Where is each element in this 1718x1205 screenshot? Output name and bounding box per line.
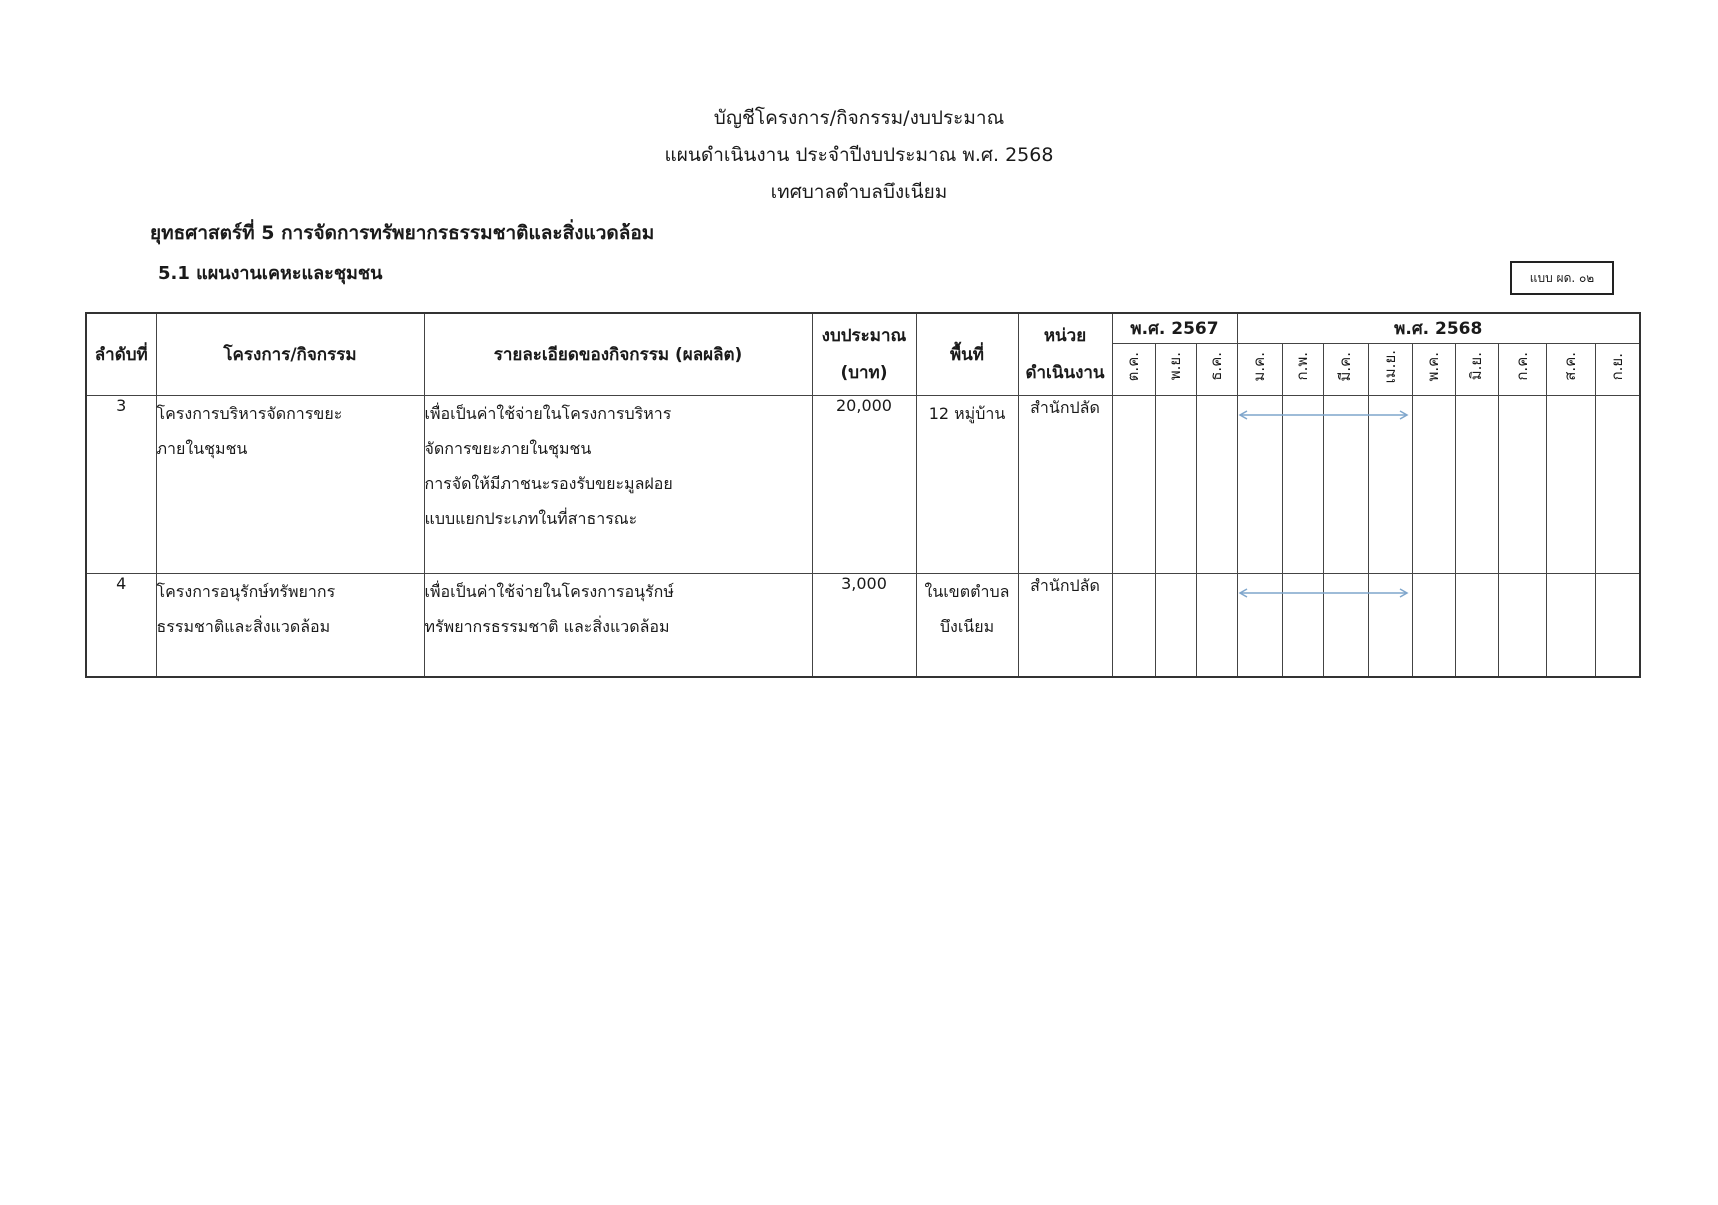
row-unit: สำนักปลัด <box>1018 395 1112 573</box>
month-nov: พ.ย. <box>1155 343 1196 395</box>
table-row <box>86 573 1640 677</box>
header-project: โครงการ/กิจกรรม <box>156 313 424 395</box>
month-may: พ.ค. <box>1412 343 1455 395</box>
strategy-heading: ยุทธศาสตร์ที่ 5 การจัดการทรัพยากรธรรมชาติและสิ่งแวดล้อม <box>150 222 655 244</box>
document-subtitle: แผนดำเนินงาน ประจำปีงบประมาณ พ.ศ. 2568 <box>664 144 1054 166</box>
month-jun: มิ.ย. <box>1455 343 1498 395</box>
organization-name: เทศบาลตำบลบึงเนียม <box>770 181 948 203</box>
row-area-line: 12 หมู่บ้าน <box>928 403 1006 423</box>
month-cell <box>1546 573 1595 677</box>
row-detail-line: ทรัพยากรธรรมชาติ และสิ่งแวดล้อม <box>424 616 670 636</box>
timeline-arrow <box>1238 410 1409 420</box>
month-jul: ก.ค. <box>1498 343 1546 395</box>
row-area-line: บึงเนียม <box>939 616 995 636</box>
header-budget <box>812 313 916 395</box>
row-project <box>156 395 424 573</box>
timeline-arrow <box>1238 588 1409 598</box>
row-no: 4 <box>86 573 156 677</box>
header-budget-line1: งบประมาณ <box>821 326 907 347</box>
header-year-2567: พ.ศ. 2567 <box>1112 313 1237 343</box>
row-detail-line: แบบแยกประเภทในที่สาธารณะ <box>424 508 638 528</box>
month-cell <box>1412 395 1455 573</box>
month-cell <box>1112 573 1155 677</box>
month-dec: ธ.ค. <box>1196 343 1237 395</box>
document-title-block <box>0 100 1718 211</box>
month-sep: ก.ย. <box>1595 343 1640 395</box>
row-detail-line: การจัดให้มีภาชนะรองรับขยะมูลฝอย <box>424 473 673 493</box>
month-cell <box>1196 573 1237 677</box>
month-cell <box>1498 573 1546 677</box>
month-apr: เม.ย. <box>1368 343 1412 395</box>
header-area: พื้นที่ <box>916 313 1018 395</box>
month-cell <box>1196 395 1237 573</box>
header-unit <box>1018 313 1112 395</box>
project-plan-table <box>85 312 1641 678</box>
document-title: บัญชีโครงการ/กิจกรรม/งบประมาณ <box>713 107 1005 129</box>
row-area-line: ในเขตตำบล <box>924 581 1010 601</box>
row-project-line: โครงการอนุรักษ์ทรัพยากร <box>156 581 336 601</box>
month-mar: มี.ค. <box>1323 343 1368 395</box>
header-unit-line2: ดำเนินงาน <box>1025 363 1105 384</box>
month-cell <box>1323 395 1368 573</box>
row-budget: 20,000 <box>812 395 916 573</box>
row-project-line: ธรรมชาติและสิ่งแวดล้อม <box>156 616 331 636</box>
month-cell <box>1237 573 1282 677</box>
month-cell <box>1155 395 1196 573</box>
month-cell <box>1412 573 1455 677</box>
month-cell <box>1237 395 1282 573</box>
month-cell <box>1546 395 1595 573</box>
month-cell <box>1368 395 1412 573</box>
form-code-box <box>1510 261 1614 295</box>
row-detail <box>424 573 812 677</box>
month-cell <box>1282 395 1323 573</box>
month-feb: ก.พ. <box>1282 343 1323 395</box>
row-budget: 3,000 <box>812 573 916 677</box>
month-aug: ส.ค. <box>1546 343 1595 395</box>
month-cell <box>1155 573 1196 677</box>
month-cell <box>1112 395 1155 573</box>
row-detail-line: เพื่อเป็นค่าใช้จ่ายในโครงการบริหาร <box>424 403 672 423</box>
header-year-2568: พ.ศ. 2568 <box>1237 313 1640 343</box>
header-unit-line1: หน่วย <box>1043 326 1087 347</box>
header-no: ลำดับที่ <box>86 313 156 395</box>
month-cell <box>1595 573 1640 677</box>
row-project <box>156 573 424 677</box>
table-row <box>86 395 1640 573</box>
row-area <box>916 573 1018 677</box>
month-cell <box>1498 395 1546 573</box>
header-detail: รายละเอียดของกิจกรรม (ผลผลิต) <box>424 313 812 395</box>
month-oct: ต.ค. <box>1112 343 1155 395</box>
month-jan: ม.ค. <box>1237 343 1282 395</box>
month-cell <box>1595 395 1640 573</box>
row-detail <box>424 395 812 573</box>
plan-heading: 5.1 แผนงานเคหะและชุมชน <box>158 263 383 284</box>
month-cell <box>1455 395 1498 573</box>
row-unit: สำนักปลัด <box>1018 573 1112 677</box>
row-no: 3 <box>86 395 156 573</box>
header-budget-line2: (บาท) <box>840 363 888 384</box>
row-project-line: ภายในชุมชน <box>156 438 248 458</box>
form-code: แบบ ผด. ๐๒ <box>1529 270 1595 285</box>
row-area <box>916 395 1018 573</box>
row-detail-line: เพื่อเป็นค่าใช้จ่ายในโครงการอนุรักษ์ <box>424 581 674 601</box>
month-cell <box>1455 573 1498 677</box>
row-project-line: โครงการบริหารจัดการขยะ <box>156 403 343 423</box>
row-detail-line: จัดการขยะภายในชุมชน <box>424 438 592 458</box>
